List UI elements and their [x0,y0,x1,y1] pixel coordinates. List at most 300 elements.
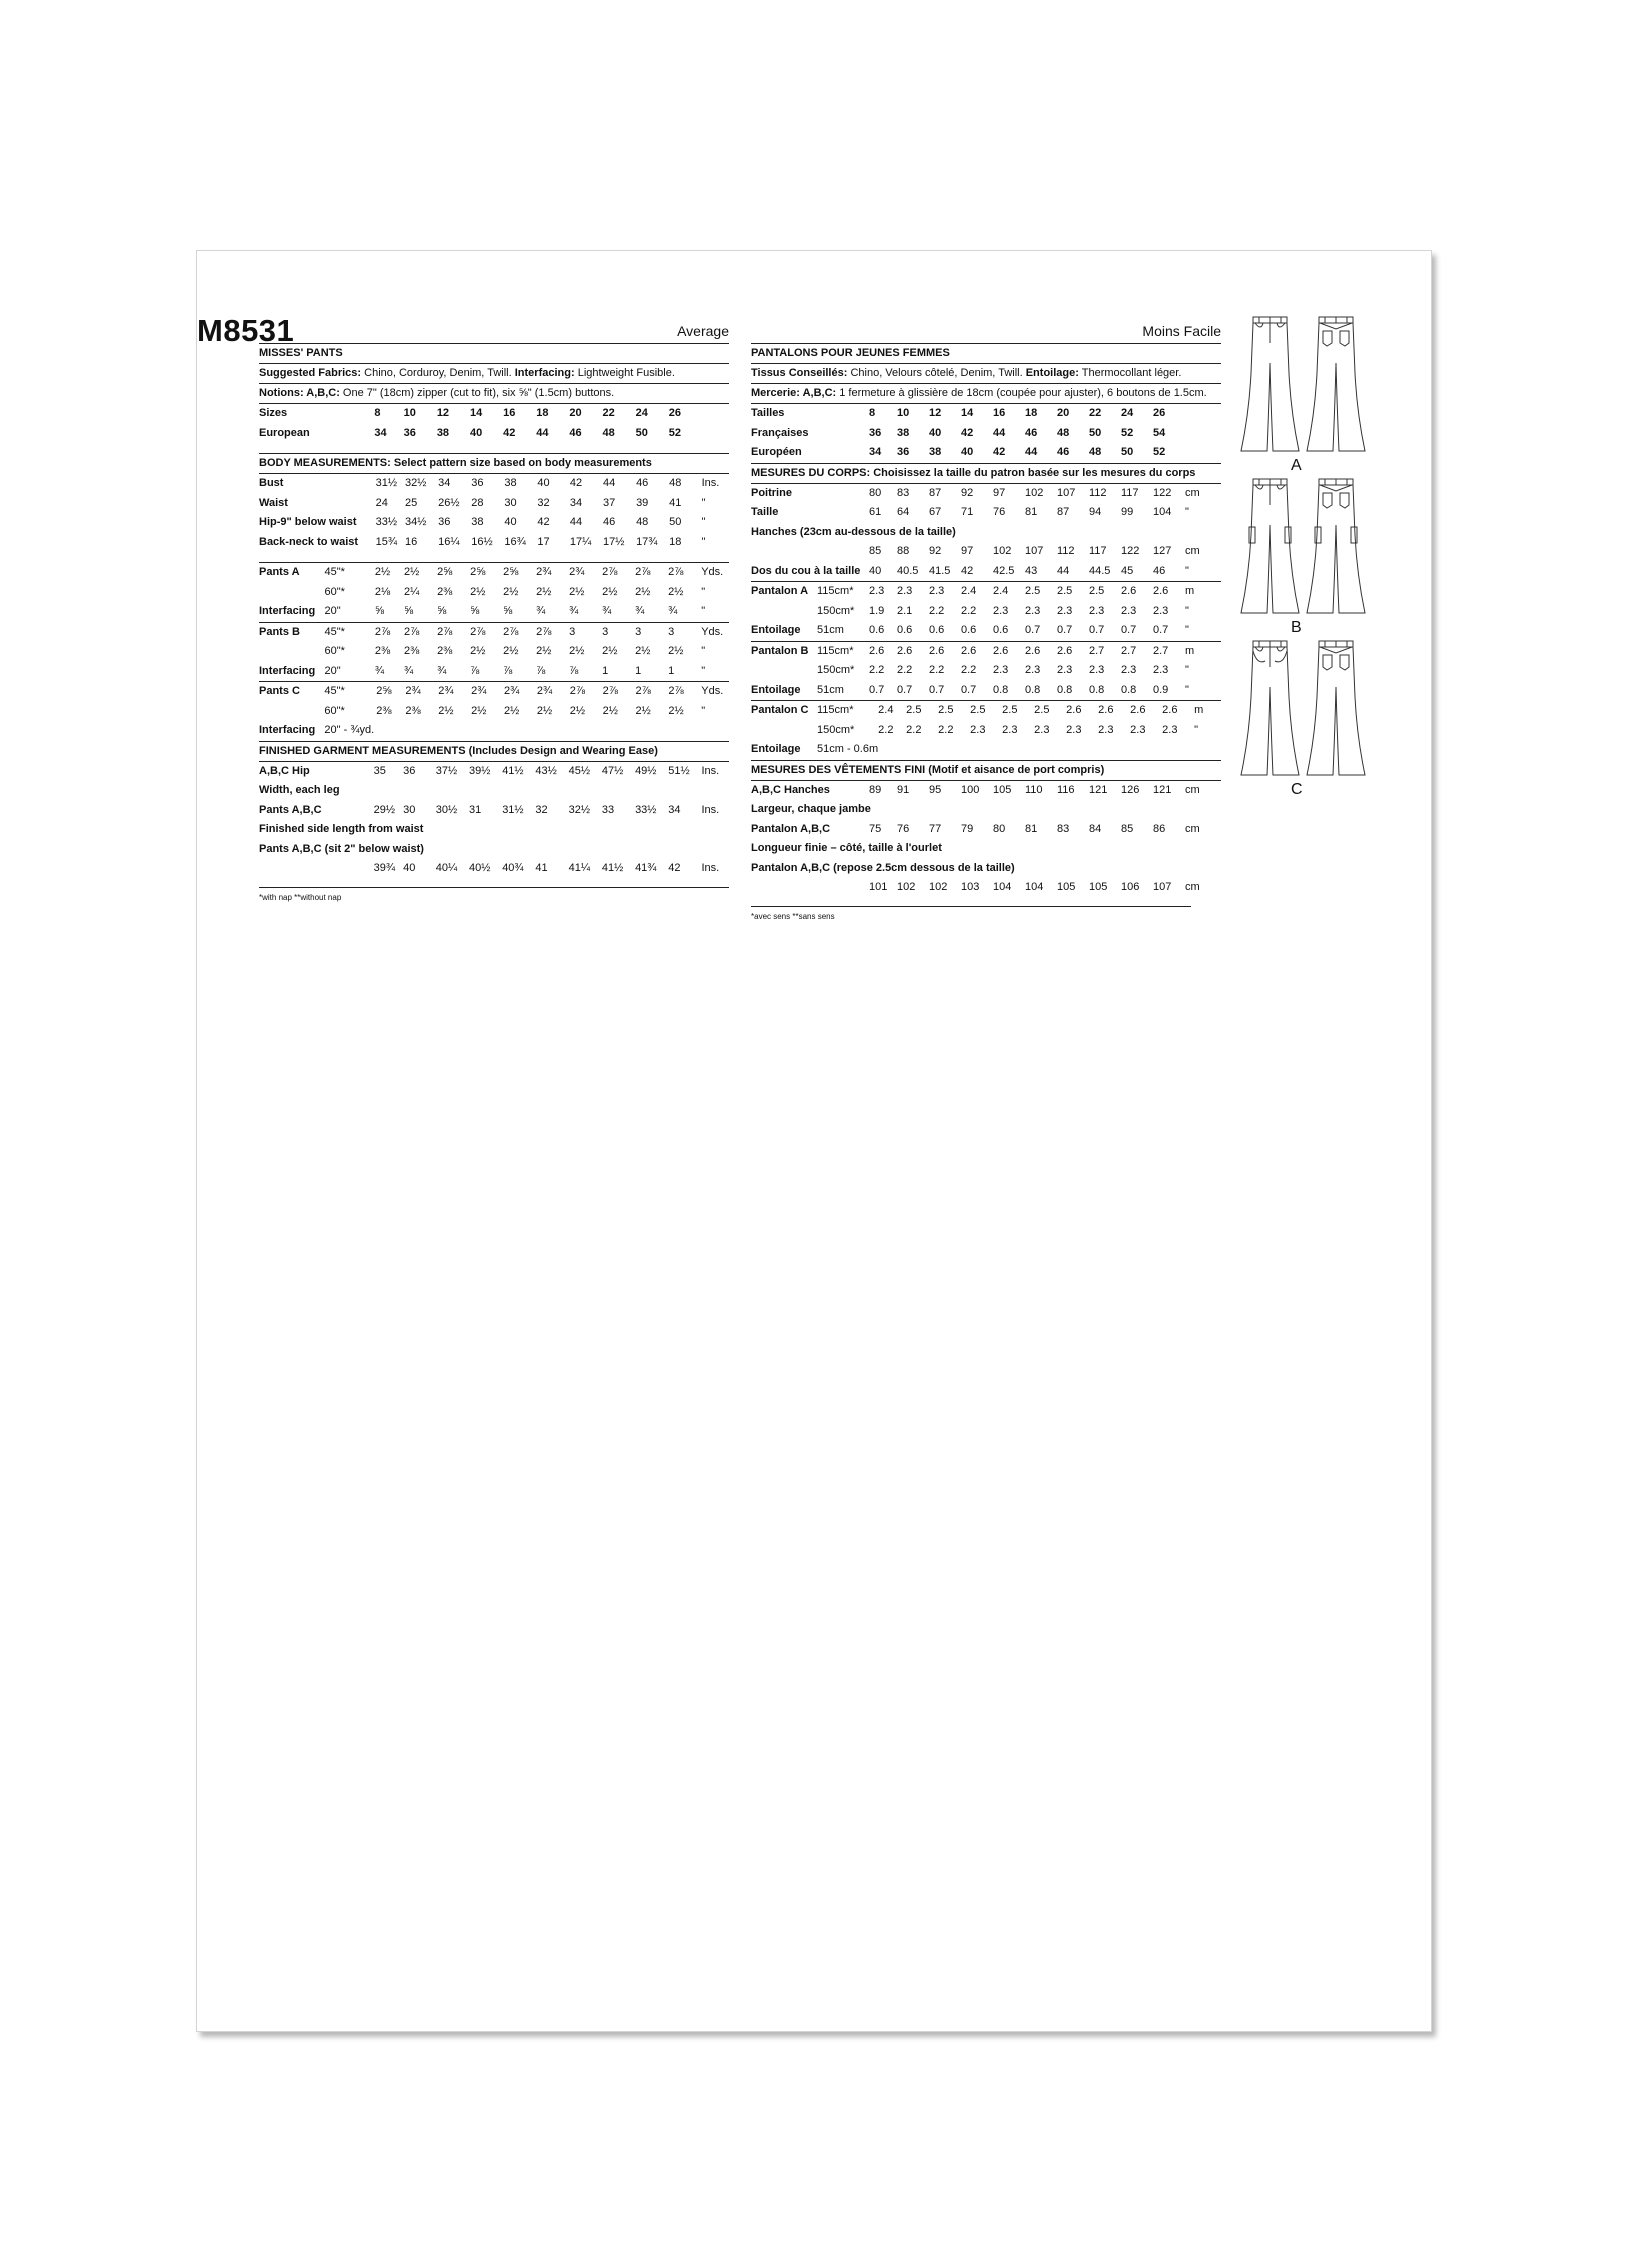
value-cell: 2½ [470,585,486,598]
unit-cell [1185,424,1211,444]
unit-cell: " [1194,723,1199,736]
value-cell: 2½ [569,645,585,657]
value-cell: 30 [504,496,517,509]
value-cell: 102 [1025,486,1044,499]
value-cell: 97 [961,545,974,557]
value-cell: 0.7 [1057,624,1073,636]
value-cell: 2⅞ [668,566,684,578]
size-cell: 46 [1025,426,1038,439]
value-cell: 2.3 [1130,723,1146,736]
spacer [259,552,729,562]
fabric-width: 60"* [324,704,345,717]
value-cell [603,721,636,741]
value-cell: 95 [929,783,942,796]
value-cell: 40 [537,477,550,489]
size-cell: 16 [503,407,516,419]
value-cell: 40½ [468,862,491,874]
fabrics-text: Chino, Velours côtelé, Denim, Twill. [847,367,1026,379]
value-cell: 67 [929,506,942,518]
value-cell: 76 [897,822,910,835]
interfacing-label: Entoilage: [1025,367,1079,379]
value-cell: ⅞ [569,664,579,677]
value-cell: 0.8 [1057,683,1073,696]
fabric-width: 150cm* [817,604,855,617]
fabric-width: 115cm* [817,585,854,597]
size-cell: 26 [668,407,682,419]
value-cell: 2⅜ [437,645,453,657]
value-cell: 83 [897,486,910,499]
notions [751,384,1221,403]
value-cell: 2.3 [993,604,1009,617]
row-label: Taille [751,506,779,518]
yardage-row [751,701,1220,721]
finished-row [259,762,729,782]
value-cell: 2½ [569,585,585,598]
row-label [259,583,324,603]
body-row [259,474,729,494]
value-cell: 2.6 [1130,704,1146,716]
row-label: Hanches (23cm au-dessous de la taille) [751,525,956,538]
value-cell: 32½ [568,803,591,816]
row-label: Pantalon A [751,585,809,597]
value-cell: 2½ [503,585,519,598]
value-cell: 2½ [668,704,684,717]
value-cell: 1.9 [869,604,885,617]
value-cell: ¾ [569,605,579,617]
value-cell: 33½ [375,516,398,528]
value-cell: 36 [403,764,416,777]
value-cell: 92 [961,486,974,499]
finished-row [751,820,1211,840]
value-cell: 40¾ [502,862,524,874]
fabric-width: 51cm [817,683,844,696]
value-cell: 2.5 [970,704,986,716]
footnote: *avec sens **sans sens [751,911,835,921]
pants-back-view-icon [1305,637,1367,779]
yardage-row [751,621,1211,641]
value-cell: 42 [668,862,681,874]
value-cell: 0.7 [1153,624,1169,636]
row-label [259,859,374,879]
value-cell: 0.8 [1025,683,1041,696]
value-cell: 2⅞ [569,685,586,697]
value-cell: 2.5 [1089,585,1105,597]
yardage-row [259,623,729,643]
value-cell [376,721,405,741]
unit-cell: " [701,664,706,677]
value-cell: 24 [375,496,388,509]
yardage-table [259,623,729,682]
value-cell: 2.3 [1121,664,1137,676]
value-cell [1130,740,1162,760]
value-cell: 77 [929,822,942,835]
value-cell: 25 [405,496,418,509]
fabric-width: 60"* [324,645,345,657]
value-cell: 2.5 [1057,585,1073,597]
suggested-fabrics [751,364,1221,383]
yardage-table [751,642,1211,701]
row-label: Bust [259,477,284,489]
pants-front-view-icon [1239,313,1301,455]
value-cell: 0.8 [993,683,1009,696]
value-cell: 2.3 [1153,604,1169,617]
value-cell: 83 [1057,822,1070,835]
top-spacer [259,251,729,343]
size-cell: 14 [469,407,483,419]
size-cell: 40 [961,446,974,458]
value-cell: 17 [537,535,550,548]
value-cell [438,721,471,741]
value-cell: 107 [1025,545,1044,557]
pattern-code: M8531 [197,313,295,348]
body-row [259,494,729,514]
value-cell: 16½ [471,535,493,548]
footnote: *with nap **without nap [259,892,342,902]
value-cell: 2½ [438,704,454,717]
value-cell: 2.3 [1089,664,1105,676]
value-cell: 2⅞ [668,685,684,697]
value-cell: 1 [635,664,642,677]
size-cell: 50 [635,426,648,439]
pattern-envelope-back [196,250,1432,2032]
value-cell: 42.5 [993,564,1015,577]
value-cell: 2.2 [869,664,885,676]
value-cell: 15¾ [375,535,398,548]
interfacing-label: Interfacing: [514,367,575,379]
size-cell: 10 [897,407,910,419]
row-label: Width, each leg [259,784,340,796]
value-cell: 32 [537,496,550,509]
value-cell: 2.3 [1162,723,1178,736]
size-cell: 14 [961,407,974,419]
row-label: Pantalon C [751,704,809,716]
value-cell: 2.3 [929,585,945,597]
fabric-width: 51cm - 0.6m [817,743,879,755]
value-cell: 31½ [375,477,398,489]
value-cell: 2.2 [961,664,977,676]
value-cell: 80 [869,486,882,499]
value-cell: ⅞ [470,664,480,677]
fabrics-label: Suggested Fabrics: [259,367,362,379]
fabric-width: 60"* [324,585,345,598]
value-cell: 48 [636,516,649,528]
value-cell: 39½ [468,764,491,777]
unit-cell: m [1194,704,1204,716]
value-cell: 2.3 [1034,723,1050,736]
value-cell [938,740,970,760]
value-cell [970,740,1002,760]
value-cell: 2.6 [1153,585,1169,597]
row-label: Pants A,B,C [259,803,322,816]
size-cell: 16 [993,407,1006,419]
value-cell: 102 [993,545,1012,557]
value-cell: 0.7 [897,683,913,696]
unit-cell [702,404,729,424]
value-cell: 44 [602,477,616,489]
value-cell: 105 [1057,881,1076,893]
size-cell: 54 [1153,426,1166,439]
yardage-row [751,582,1211,602]
value-cell: 28 [471,496,484,509]
size-cell: 42 [993,446,1006,458]
row-label: Interfacing [259,605,316,617]
row-label [259,702,324,722]
unit-cell: " [701,704,706,717]
sizes-row [751,404,1211,424]
finished-row [259,840,729,860]
value-cell: 2½ [504,704,520,717]
english-column [259,251,729,902]
value-cell: 2.6 [1162,704,1178,716]
value-cell: 16¼ [438,535,460,548]
value-cell: 46 [636,477,649,489]
value-cell: 122 [1153,486,1172,499]
yardage-row [751,602,1211,622]
fabric-width: 115cm* [817,644,854,657]
value-cell: 71 [961,506,974,518]
value-cell: 2½ [668,585,684,598]
value-cell: 32½ [405,477,427,489]
yardage-row [751,661,1211,681]
size-cell: 50 [1089,426,1102,439]
value-cell [405,721,438,741]
value-cell: 0.7 [961,683,977,696]
value-cell: 2⅞ [374,625,391,638]
size-table [259,404,729,443]
fabric-width: 20" [324,664,341,677]
finished-row [259,820,729,840]
body-measurements-table [259,474,729,552]
value-cell: 0.6 [897,624,913,636]
value-cell: 2⅝ [470,566,486,578]
fabric-width: 150cm* [817,723,855,736]
value-cell: 39 [636,496,649,509]
value-cell: 2½ [470,645,486,657]
value-cell: 2½ [536,585,552,598]
row-label: Hip-9" below waist [259,516,357,528]
notions [259,384,729,403]
value-cell: 2½ [602,585,618,598]
value-cell: ¾ [635,605,645,617]
yardage-row [259,682,729,702]
value-cell: 2.6 [869,644,885,657]
size-cell: 42 [961,426,974,439]
value-cell: 2.3 [1025,664,1041,676]
value-cell: 2¾ [471,685,487,697]
unit-cell [1185,404,1211,424]
value-cell [1066,740,1098,760]
row-label: Pantalon A,B,C (repose 2.5cm dessous de la taille) [751,861,1015,874]
value-cell: 101 [869,881,888,893]
value-cell: 85 [869,545,882,557]
value-cell [504,721,537,741]
fabric-width: 51cm [817,624,844,636]
value-cell: 80 [993,822,1006,835]
unit-cell: Ins. [701,477,720,489]
value-cell: ¾ [602,605,612,617]
value-cell: 97 [993,486,1006,499]
row-label: Waist [259,496,288,509]
value-cell: 34 [668,803,681,816]
value-cell: 34½ [405,516,427,528]
value-cell [636,721,669,741]
size-cell: 10 [403,407,416,419]
value-cell: 40 [504,516,517,528]
size-cell: 48 [602,426,615,439]
value-cell: 94 [1089,506,1102,518]
size-cell: 22 [1089,407,1102,419]
value-cell: 2.3 [869,585,885,597]
value-cell: 105 [1089,881,1108,893]
finished-measurements-table [751,781,1211,898]
size-cell: 38 [436,426,450,439]
value-cell: 0.6 [869,624,885,636]
value-cell: 2¾ [438,685,454,697]
value-cell: 2.2 [938,723,954,736]
finished-measurements-table [259,762,729,879]
size-cell: 34 [869,446,882,458]
unit-cell: cm [1185,783,1200,796]
value-cell: ¾ [536,605,546,617]
interfacing-text: Thermocollant léger. [1078,367,1182,379]
value-cell: 40.5 [897,564,919,577]
value-cell: 122 [1121,545,1140,557]
value-cell [1002,740,1034,760]
value-cell: 2.5 [938,704,954,716]
value-cell: 0.7 [1025,624,1041,636]
unit-cell: " [1185,564,1189,577]
value-cell: 112 [1089,486,1107,499]
value-cell: ⅝ [374,605,385,617]
value-cell: 2.6 [1066,704,1082,716]
unit-cell: " [1185,664,1189,676]
value-cell: 84 [1089,822,1102,835]
size-cell: 20 [569,407,582,419]
value-cell: 61 [869,506,882,518]
value-cell: 41½ [601,862,624,874]
value-cell: 2.2 [906,723,922,736]
garment-title: MISSES' PANTS [259,347,343,359]
value-cell: 81 [1025,822,1038,835]
size-cell: 52 [1121,426,1134,439]
value-cell: 30 [403,803,416,816]
value-cell: 89 [869,783,882,796]
row-label: Pantalon B [751,644,809,657]
value-cell: 34 [569,496,583,509]
unit-cell [702,424,729,444]
value-cell [1098,740,1130,760]
value-cell: 50 [669,516,682,528]
row-label: Européen [751,446,802,458]
value-cell: 102 [929,881,948,893]
value-cell: 30½ [435,803,458,816]
value-cell: 117 [1121,486,1139,499]
value-cell: 3 [602,625,609,638]
unit-cell: " [701,645,706,657]
value-cell: 103 [961,881,980,893]
value-cell: 31 [468,803,482,816]
value-cell: 2⅝ [503,566,519,578]
value-cell: 2½ [635,585,651,598]
value-cell: 2.7 [1089,644,1105,657]
value-cell: 2.3 [1025,604,1041,617]
value-cell: 104 [993,881,1012,893]
value-cell: 99 [1121,506,1134,518]
row-label: Tailles [751,407,785,419]
value-cell: 18 [669,535,682,548]
size-cell: 24 [1121,407,1134,419]
value-cell [1034,740,1066,760]
unit-cell: m [1185,585,1195,597]
size-cell: 40 [929,426,942,439]
view-illustrations [1235,313,1365,799]
fabrics-label: Tissus Conseillés: [751,367,848,379]
row-label: European [259,426,310,439]
value-cell: 31½ [502,803,524,816]
value-cell: 1 [668,664,675,677]
value-cell: 38 [471,516,484,528]
value-cell: 0.9 [1153,683,1169,696]
finished-row [751,800,1211,820]
unit-cell: " [701,496,706,509]
value-cell: 0.7 [1089,624,1105,636]
value-cell: 35 [373,764,386,777]
yardage-row [751,642,1211,662]
value-cell: 116 [1057,783,1075,796]
size-cell: 8 [869,407,876,419]
value-cell: 2½ [569,704,586,717]
size-cell: 8 [374,407,381,419]
value-cell: 2.6 [1098,704,1114,716]
value-cell: 2.2 [897,664,913,676]
value-cell: 81 [1025,506,1038,518]
view-b [1235,475,1365,637]
size-cell: 38 [897,426,910,439]
pants-front-view-icon [1239,637,1301,779]
value-cell: 2.2 [961,604,977,617]
value-cell: 41 [535,862,548,874]
value-cell: 0.8 [1089,683,1105,696]
finished-row [751,839,1211,859]
value-cell: 2.3 [1089,604,1105,617]
unit-cell: Yds. [701,566,724,578]
value-cell: 46 [602,516,616,528]
size-cell: 44 [993,426,1006,439]
row-label: Poitrine [751,486,792,499]
value-cell: 39¾ [373,862,396,874]
body-measurements-title: BODY MEASUREMENTS: Select pattern size based on body measurements [259,457,652,469]
unit-cell: Yds. [701,685,724,697]
view-a [1235,313,1365,475]
value-cell: 41¼ [568,862,591,874]
value-cell: 2⅞ [470,625,486,638]
size-cell: 48 [1089,446,1102,458]
row-label: Largeur, chaque jambe [751,803,871,815]
value-cell: 104 [1153,506,1172,518]
value-cell [668,721,701,741]
fabric-width: 20" - ¾yd. [324,724,375,736]
value-cell: 112 [1057,545,1075,557]
unit-cell: cm [1185,822,1200,835]
size-cell: 36 [897,446,910,458]
value-cell: 76 [993,506,1006,518]
value-cell: 2¾ [405,685,421,697]
yardage-row [751,721,1220,741]
unit-cell: " [1185,624,1189,636]
body-row [259,513,729,533]
value-cell: 75 [869,822,882,835]
value-cell: 0.7 [869,683,885,696]
